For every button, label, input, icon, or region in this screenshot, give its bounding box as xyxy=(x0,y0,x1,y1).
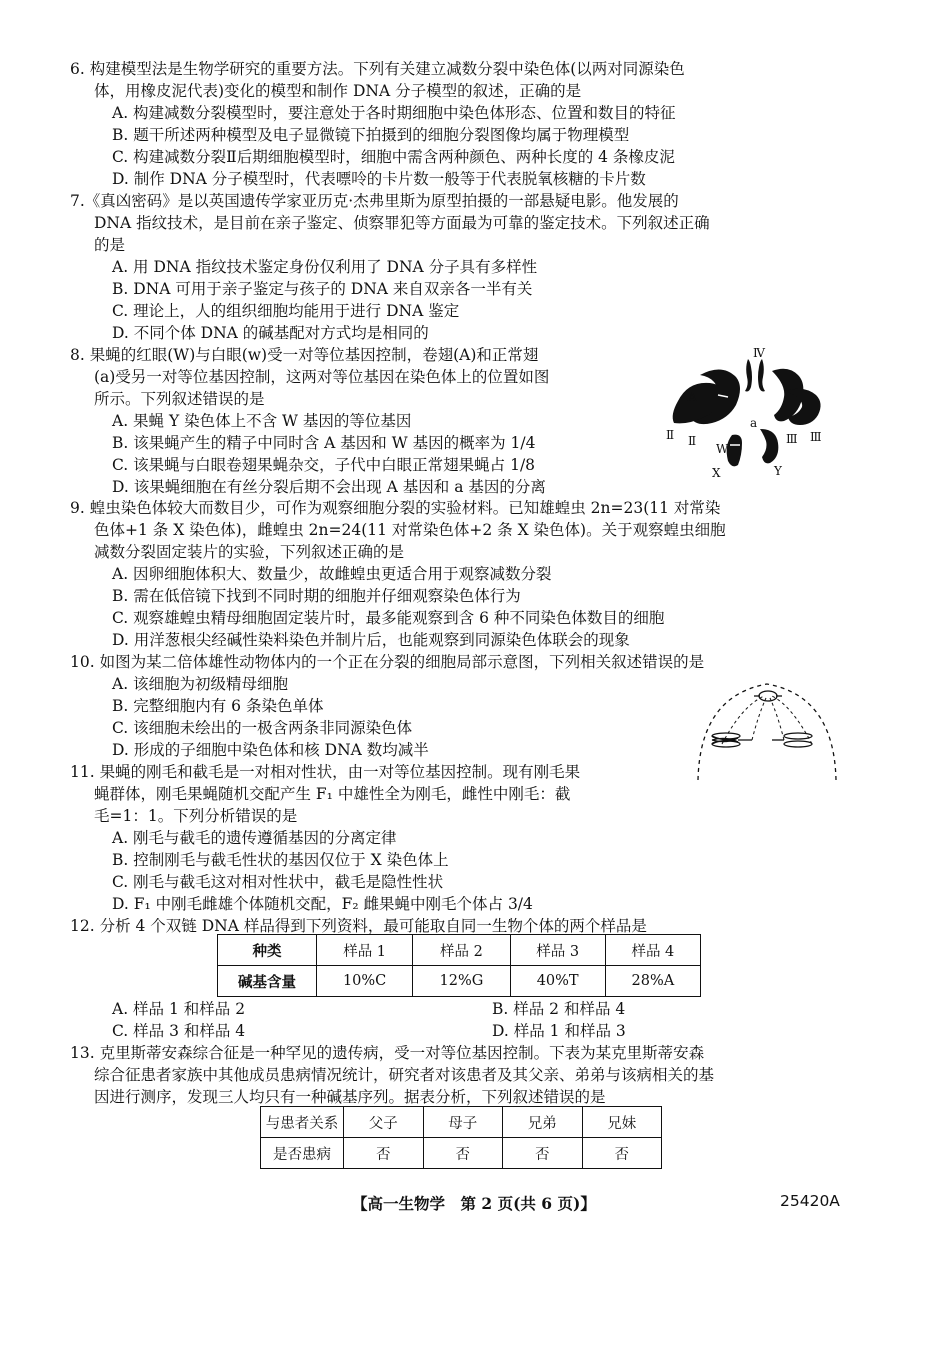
q6-stem-line-2: 体，用橡皮泥代表)变化的模型和制作 DNA 分子模型的叙述，正确的是 xyxy=(94,82,582,100)
centrosome xyxy=(759,691,777,701)
q9-option-b: B. 需在低倍镜下找到不同时期的细胞并仔细观察染色体行为 xyxy=(112,587,521,605)
q11-stem-line-1: 11. 果蝇的刚毛和截毛是一对相对性状，由一对等位基因控制。现有刚毛果 xyxy=(70,763,581,781)
q8-option-b: B. 该果蝇产生的精子中同时含 A 基因和 W 基因的概率为 1/4 xyxy=(112,434,536,452)
q6-option-b: B. 题干所述两种模型及电子显微镜下拍摄到的细胞分裂图像均属于物理模型 xyxy=(112,126,630,144)
q7-stem-line-3: 的是 xyxy=(94,236,126,254)
q11-option-b: B. 控制刚毛与截毛性状的基因仅位于 X 染色体上 xyxy=(112,851,449,869)
table-header-cell: 样品 2 xyxy=(413,935,510,966)
q12-option-c: C. 样品 3 和样品 4 xyxy=(112,1022,246,1040)
q9-option-d: D. 用洋葱根尖经碱性染料染色并制片后，也能观察到同源染色体联会的现象 xyxy=(112,631,630,649)
table-cell: 否 xyxy=(582,1138,662,1169)
q9-option-c: C. 观察雄蝗虫精母细胞固定装片时，最多能观察到含 6 种不同染色体数目的细胞 xyxy=(112,609,665,627)
q12-stem-line-1: 12. 分析 4 个双链 DNA 样品得到下列资料，最可能取自同一生物个体的两个样品是 xyxy=(70,917,647,935)
chromosome-y xyxy=(760,429,778,463)
figure-label-ii-right: Ⅱ xyxy=(688,434,697,448)
q7-option-c: C. 理论上，人的组织细胞均能用于进行 DNA 鉴定 xyxy=(112,302,460,320)
exam-code: 25420A xyxy=(780,1192,840,1210)
table-header-cell: 母子 xyxy=(423,1107,503,1138)
figure-label-a-lower: a xyxy=(750,416,758,430)
table-cell: 是否患病 xyxy=(261,1138,344,1169)
q12-option-d: D. 样品 1 和样品 3 xyxy=(492,1022,626,1040)
table-cell: 否 xyxy=(344,1138,424,1169)
figure-label-w: W xyxy=(716,442,729,456)
table-header-cell: 父子 xyxy=(344,1107,424,1138)
q12-data-table xyxy=(217,934,701,997)
q7-stem-line-2: DNA 指纹技术，是目前在亲子鉴定、侦察罪犯等方面最为可靠的鉴定技术。下列叙述正确 xyxy=(94,214,710,232)
q11-stem-line-2: 蝇群体，刚毛果蝇随机交配产生 F₁ 中雄性全为刚毛，雌性中刚毛：截 xyxy=(94,785,571,803)
table-cell: 否 xyxy=(423,1138,503,1169)
q10-option-a: A. 该细胞为初级精母细胞 xyxy=(112,675,289,693)
q8-stem-line-3: 所示。下列叙述错误的是 xyxy=(94,390,265,408)
q7-stem-line-1: 7.《真凶密码》是以英国遗传学家亚历克·杰弗里斯为原型拍摄的一部悬疑电影。他发展的 xyxy=(70,192,679,210)
page-footer-label: 【高一生物学 第 2 页(共 6 页)】 xyxy=(352,1194,596,1213)
q11-stem-line-3: 毛=1：1。下列分析错误的是 xyxy=(94,807,298,825)
q10-stem-line-1: 10. 如图为某二倍体雄性动物体内的一个正在分裂的细胞局部示意图，下列相关叙述错误的是 xyxy=(70,653,705,671)
figure-label-y: Y xyxy=(774,464,782,478)
cell-division-figure xyxy=(692,676,842,784)
figure-label-iii-right: Ⅲ xyxy=(810,430,822,444)
chromosome-iv-right xyxy=(758,359,765,392)
q12-option-a: A. 样品 1 和样品 2 xyxy=(112,1000,246,1018)
q13-data-table xyxy=(260,1106,662,1169)
q9-option-a: A. 因卵细胞体积大、数量少，故雌蝗虫更适合用于观察减数分裂 xyxy=(112,565,552,583)
table-cell: 40%T xyxy=(510,966,605,997)
fruit-fly-chromosome-figure xyxy=(660,345,840,480)
table-header-cell: 兄妹 xyxy=(582,1107,662,1138)
table-cell: 碱基含量 xyxy=(218,966,317,997)
table-header-cell: 种类 xyxy=(218,935,317,966)
table-header-row xyxy=(261,1107,662,1138)
chromosome-right-arm-bottom xyxy=(784,741,812,747)
q8-stem-line-1: 8. 果蝇的红眼(W)与白眼(w)受一对等位基因控制，卷翅(A)和正常翅 xyxy=(70,346,539,364)
q12-option-b: B. 样品 2 和样品 4 xyxy=(492,1000,626,1018)
table-cell: 28%A xyxy=(605,966,700,997)
gene-marker-small-a xyxy=(736,411,744,413)
q11-option-c: C. 刚毛与截毛这对相对性状中，截毛是隐性性状 xyxy=(112,873,444,891)
table-header-row xyxy=(218,935,701,966)
chromosome-left xyxy=(712,736,752,744)
q9-stem-line-2: 色体+1 条 X 染色体)，雌蝗虫 2n=24(11 对常染色体+2 条 X 染色体)。关于观察蝗虫细胞 xyxy=(94,521,726,539)
q8-stem-line-2: (a)受另一对等位基因控制，这两对等位基因在染色体上的位置如图 xyxy=(94,368,550,386)
q7-option-a: A. 用 DNA 指纹技术鉴定身份仅利用了 DNA 分子具有多样性 xyxy=(112,258,538,276)
q7-option-d: D. 不同个体 DNA 的碱基配对方式均是相同的 xyxy=(112,324,429,342)
table-row xyxy=(218,966,701,997)
q10-option-b: B. 完整细胞内有 6 条染色单体 xyxy=(112,697,324,715)
q6-stem-line-1: 6. 构建模型法是生物学研究的重要方法。下列有关建立减数分裂中染色体(以两对同源染色 xyxy=(70,60,685,78)
q13-stem-line-2: 综合征患者家族中其他成员患病情况统计，研究者对该患者及其父亲、弟弟与该病相关的基 xyxy=(94,1066,715,1084)
chromosome-iv-left xyxy=(745,359,752,392)
cell-membrane-arc xyxy=(698,684,836,780)
spindle-fiber-mid-right xyxy=(770,698,784,740)
q9-stem-line-1: 9. 蝗虫染色体较大而数目少，可作为观察细胞分裂的实验材料。已知雄蝗虫 2n=23(11 对常染 xyxy=(70,499,721,517)
table-header-cell: 样品 3 xyxy=(510,935,605,966)
spindle-fiber-mid-left xyxy=(752,698,766,740)
q9-stem-line-3: 减数分裂固定装片的实验，下列叙述正确的是 xyxy=(94,543,405,561)
q6-option-a: A. 构建减数分裂模型时，要注意处于各时期细胞中染色体形态、位置和数目的特征 xyxy=(112,104,676,122)
table-header-cell: 兄弟 xyxy=(503,1107,583,1138)
figure-label-x: X xyxy=(712,466,721,480)
chromosome-x xyxy=(727,435,742,467)
figure-label-a-upper: A xyxy=(688,390,697,404)
q8-option-a: A. 果蝇 Y 染色体上不含 W 基因的等位基因 xyxy=(112,412,412,430)
q7-option-b: B. DNA 可用于亲子鉴定与孩子的 DNA 来自双亲各一半有关 xyxy=(112,280,533,298)
q10-option-d: D. 形成的子细胞中染色体和核 DNA 数均减半 xyxy=(112,741,429,759)
table-cell: 10%C xyxy=(317,966,413,997)
q6-option-d: D. 制作 DNA 分子模型时，代表嘌呤的卡片数一般等于代表脱氧核糖的卡片数 xyxy=(112,170,646,188)
table-cell: 12%G xyxy=(413,966,510,997)
q6-option-c: C. 构建减数分裂Ⅱ后期细胞模型时，细胞中需含两种颜色、两种长度的 4 条橡皮泥 xyxy=(112,148,675,166)
q11-option-a: A. 刚毛与截毛的遗传遵循基因的分离定律 xyxy=(112,829,397,847)
figure-label-ii-left: Ⅱ xyxy=(666,428,675,442)
q10-option-c: C. 该细胞未绘出的一极含两条非同源染色体 xyxy=(112,719,413,737)
q13-stem-line-1: 13. 克里斯蒂安森综合征是一种罕见的遗传病，受一对等位基因控制。下表为某克里斯蒂安森 xyxy=(70,1044,705,1062)
table-cell: 否 xyxy=(503,1138,583,1169)
table-row xyxy=(261,1138,662,1169)
q11-option-d: D. F₁ 中刚毛雌雄个体随机交配，F₂ 雌果蝇中刚毛个体占 3/4 xyxy=(112,895,533,913)
q13-stem-line-3: 因进行测序，发现三人均只有一种碱基序列。据表分析，下列叙述错误的是 xyxy=(94,1088,606,1106)
table-header-cell: 样品 1 xyxy=(317,935,413,966)
table-header-cell: 与患者关系 xyxy=(261,1107,344,1138)
figure-label-iii-left: Ⅲ xyxy=(786,432,798,446)
q8-option-d: D. 该果蝇细胞在有丝分裂后期不会出现 A 基因和 a 基因的分离 xyxy=(112,478,546,496)
figure-label-iv: Ⅳ xyxy=(753,346,765,360)
q8-option-c: C. 该果蝇与白眼卷翅果蝇杂交，子代中白眼正常翅果蝇占 1/8 xyxy=(112,456,536,474)
table-header-cell: 样品 4 xyxy=(605,935,700,966)
